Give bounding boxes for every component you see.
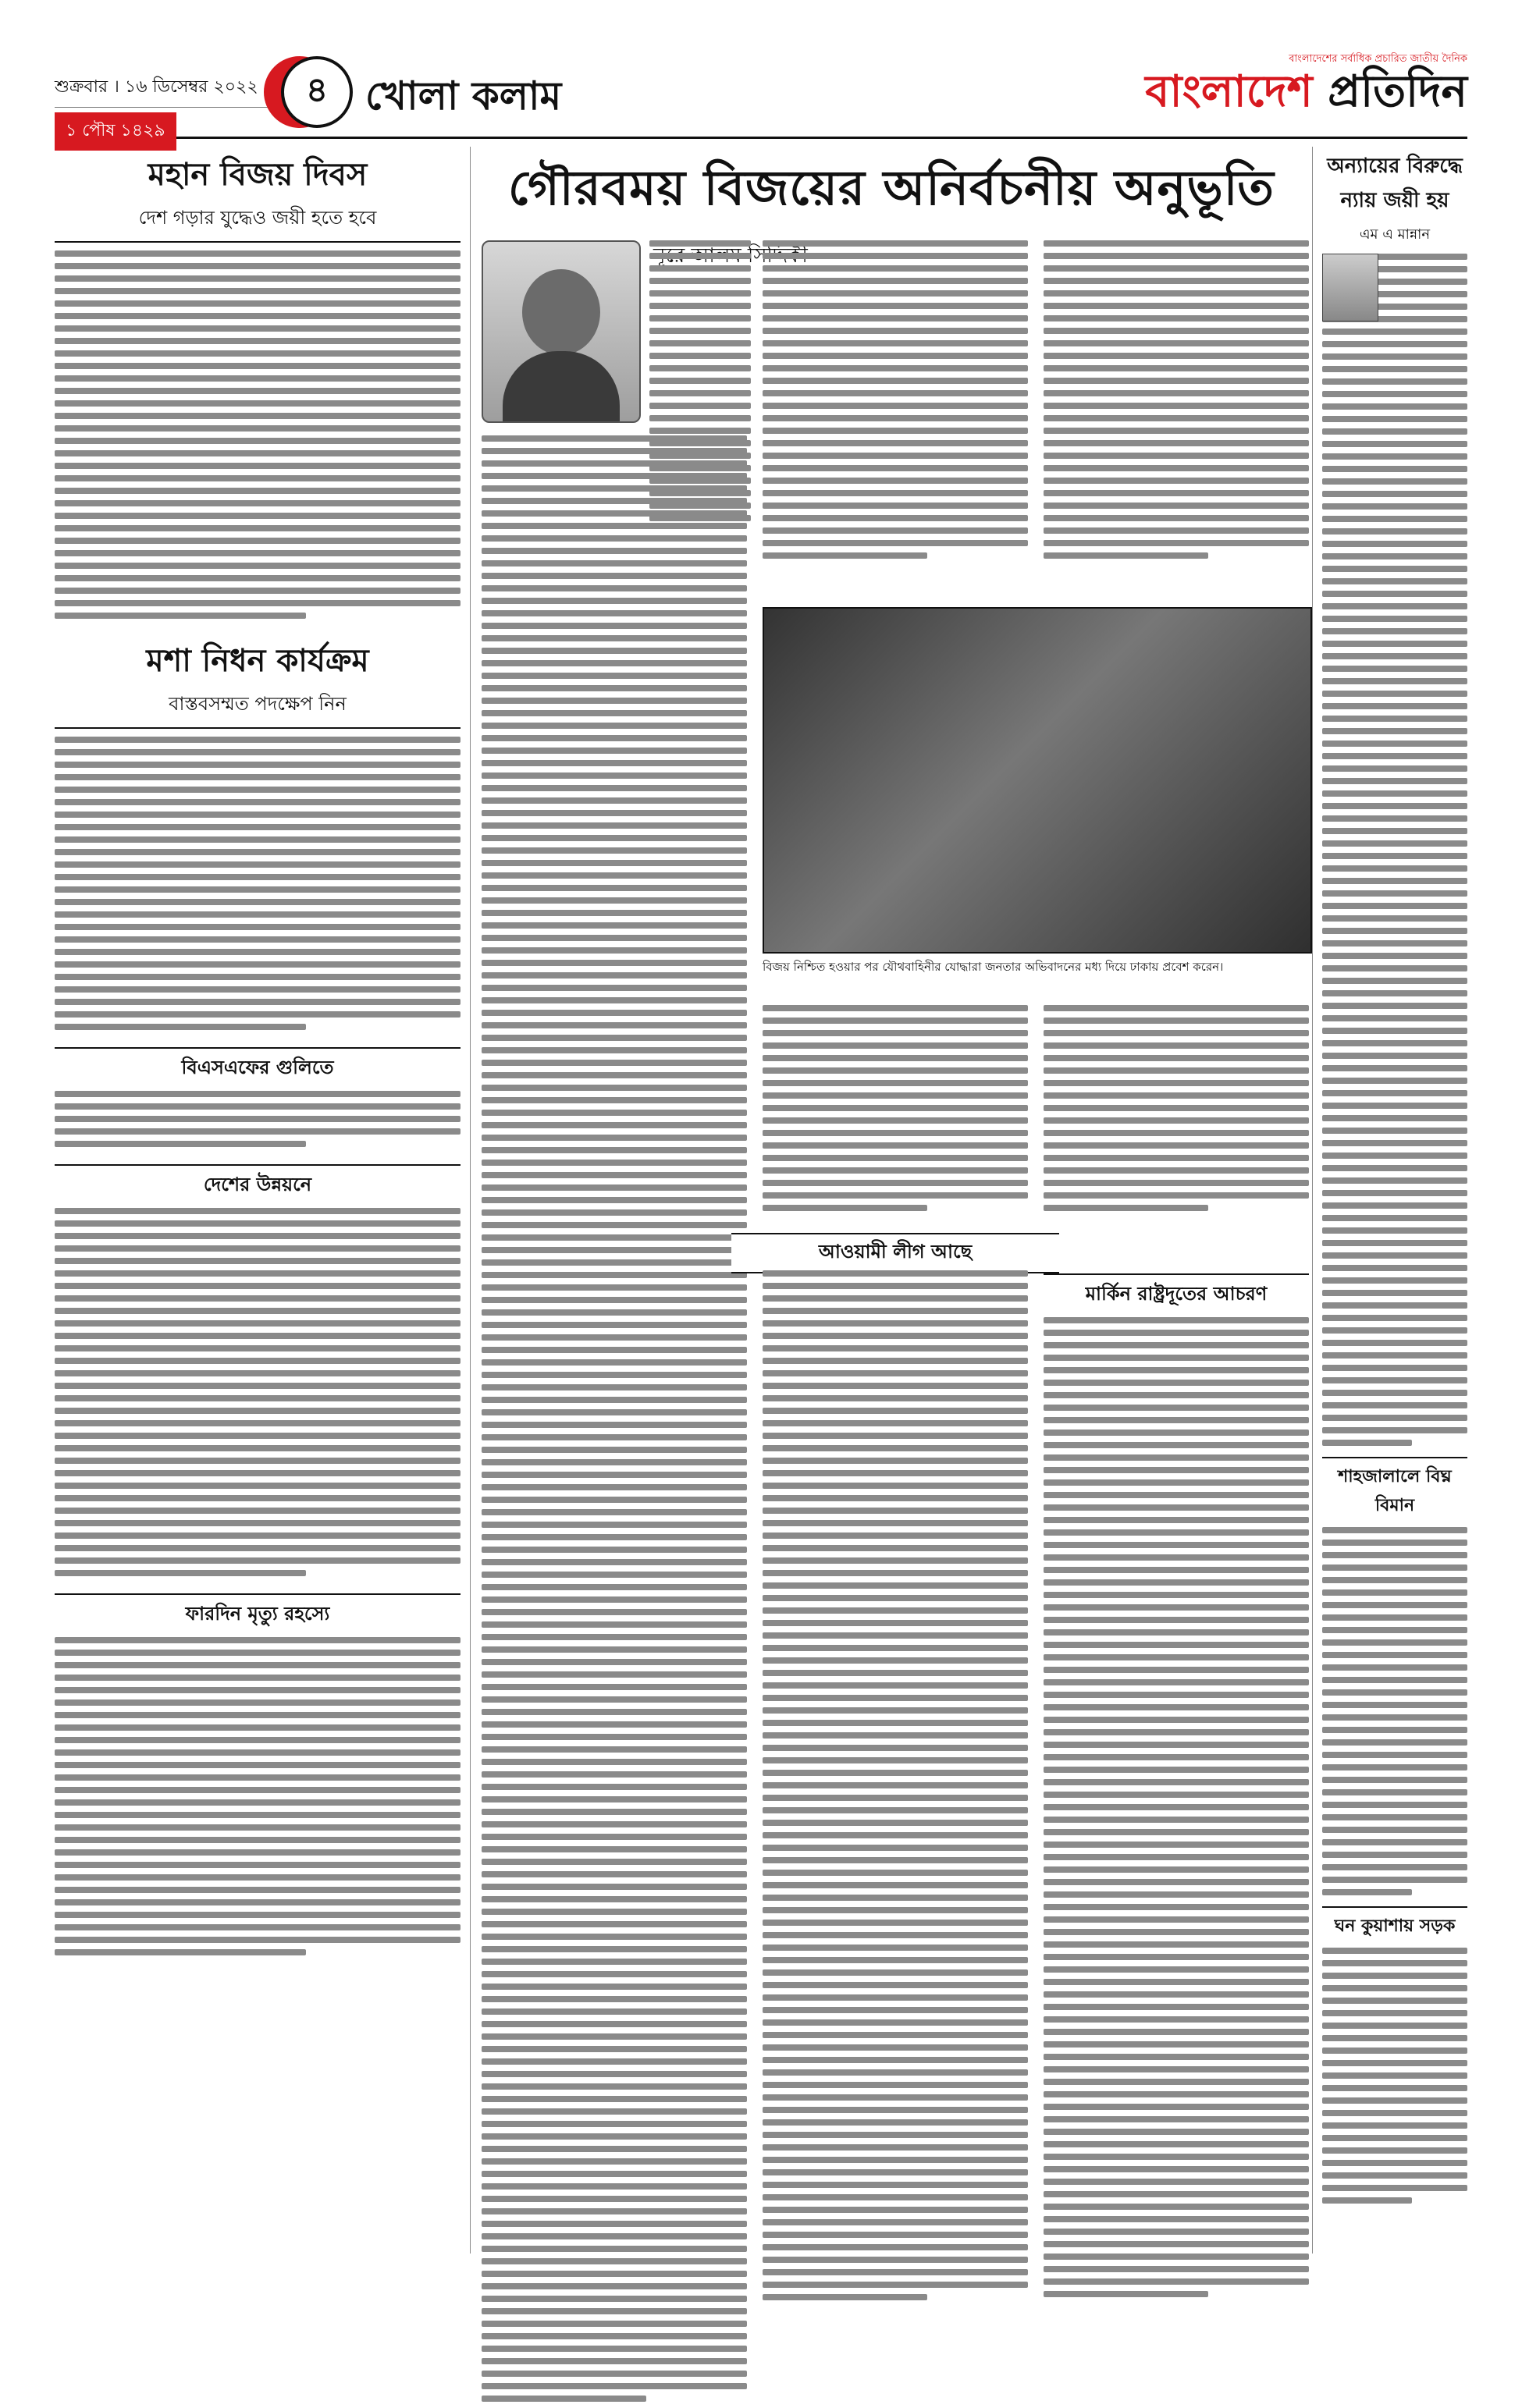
- logo-wordmark: [1145, 68, 1467, 116]
- date-block: [55, 69, 273, 151]
- column-author: এম এ মান্নান: [1359, 226, 1431, 243]
- logo-part-2: প্রতিদিন: [1328, 66, 1467, 117]
- editorial-body: [55, 250, 461, 619]
- column-body: [1322, 254, 1467, 1446]
- story-development: [55, 1164, 461, 1576]
- logo-part-1: বাংলাদেশ: [1145, 66, 1328, 117]
- column-title: অন্যায়ের বিরুদ্ধে ন্যায় জয়ী হয়: [1327, 154, 1463, 212]
- article-col-3: [1044, 240, 1309, 565]
- left-column: [55, 147, 461, 1973]
- story-fog-body: [1322, 1948, 1467, 2204]
- story-fardin-body: [55, 1637, 461, 1955]
- story-fog-title: ঘন কুয়াশায় সড়ক: [1322, 1906, 1467, 1941]
- editorial-subtitle-2: বাস্তবসম্মত পদক্ষেপ নিন: [55, 690, 461, 729]
- story-development-title: দেশের উন্নয়নে: [55, 1164, 461, 1202]
- article-col-2c: [763, 1270, 1028, 2307]
- editorial-mosquito: [55, 636, 461, 1030]
- editorial-title: মহান বিজয় দিবস: [148, 156, 368, 193]
- story-airport-title: শাহজালালে বিঘ্ন বিমান: [1322, 1457, 1467, 1521]
- masthead: [55, 47, 1467, 139]
- story-bsf: [55, 1047, 461, 1147]
- newspaper-logo: [1145, 51, 1467, 116]
- column-author-photo: [1322, 254, 1378, 321]
- article-col-3c: [1044, 1270, 1309, 2303]
- sub-headline-2: মার্কিন রাষ্ট্রদূতের আচরণ: [1044, 1273, 1309, 1311]
- story-fardin-title: ফারদিন মৃত্যু রহস্যে: [55, 1593, 461, 1631]
- editorial-victory-day: [55, 150, 461, 619]
- photo-caption: বিজয় নিশ্চিত হওয়ার পর যৌথবাহিনীর যোদ্ধারা জনতার অভিবাদনের মধ্য দিয়ে ঢাকায় প্রবেশ করেন।: [763, 960, 1224, 974]
- date-bengali: ১ পৌষ ১৪২৯: [55, 112, 176, 151]
- story-airport-body: [1322, 1527, 1467, 1895]
- article-col-3b: [1044, 1005, 1309, 1217]
- sub-headline: আওয়ামী লীগ আছে: [731, 1233, 1059, 1273]
- main-headline: গৌরবময় বিজয়ের অনির্বচনীয় অনুভূতি: [508, 159, 1275, 216]
- author-photo: [482, 240, 641, 423]
- date-gregorian: শুক্রবার । ১৬ ডিসেম্বর ২০২২: [55, 69, 273, 108]
- article-col-2b: [763, 1005, 1028, 1217]
- story-bsf-title: বিএসএফের গুলিতে: [55, 1047, 461, 1085]
- right-column: [1322, 147, 1467, 2210]
- story-development-body: [55, 1208, 461, 1576]
- page-number-badge: ৪: [281, 56, 353, 128]
- article-col-2: [763, 240, 1028, 565]
- story-bsf-body: [55, 1091, 461, 1147]
- article-photo: [763, 607, 1312, 954]
- section-title: খোলা কলাম: [365, 73, 562, 119]
- story-fardin: [55, 1593, 461, 1955]
- logo-tagline: বাংলাদেশের সর্বাধিক প্রচারিত জাতীয় দৈনিক: [1289, 53, 1467, 65]
- article-col-1: [482, 435, 747, 2408]
- editorial-subtitle: দেশ গড়ার যুদ্ধেও জয়ী হতে হবে: [55, 204, 461, 243]
- editorial-body-2: [55, 737, 461, 1030]
- editorial-title-2: মশা নিধন কার্যক্রম: [146, 642, 369, 679]
- center-column: [470, 147, 1313, 2254]
